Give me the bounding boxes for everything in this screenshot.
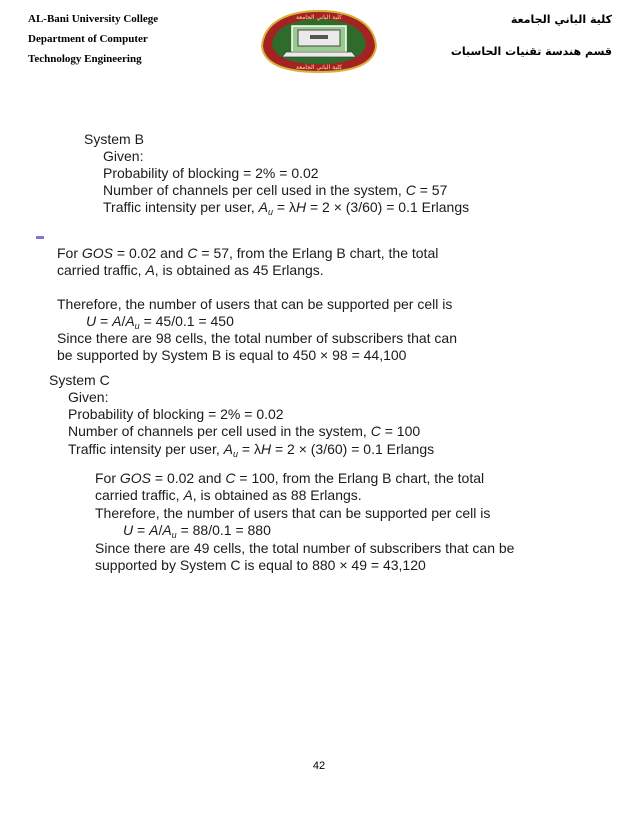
system-b-since-1: Since there are 98 cells, the total number of subscribers that can [57, 330, 457, 346]
system-c-therefore: Therefore, the number of users that can be supported per cell is [95, 505, 491, 521]
college-name: AL-Bani University College [28, 13, 159, 25]
system-c-users-formula: $U = A/A_u = 88/0.1 = 880$ [123, 522, 271, 540]
system-b-carried: carried traffic, A, is obtained as 45 Erlangs. [57, 262, 324, 278]
system-c-given: Given: [68, 389, 109, 405]
system-c-carried: carried traffic, A, is obtained as 88 Erlangs. [95, 487, 362, 503]
system-b-blocking: Probability of blocking = 2% = 0.02 [103, 165, 319, 181]
system-c-since-1: Since there are 49 cells, the total number of subscribers that can be [95, 540, 515, 556]
system-c-traffic: Traffic intensity per user, $A_u = \lambda H = 2 \times (3/60) = 0.1$ Erlangs [68, 441, 435, 459]
department-line-2: Technology Engineering [28, 53, 142, 65]
system-c-gos: For GOS = 0.02 and C = 100, from the Erlang B chart, the total [95, 470, 485, 486]
college-logo [258, 8, 380, 74]
system-c-title: System C [49, 372, 110, 388]
department-arabic: قسم هندسة تقنيات الحاسبات [450, 45, 612, 58]
page-number: 42 [312, 760, 326, 772]
header-left [28, 13, 158, 73]
system-b-traffic: Traffic intensity per user, $A_u = \lambda H = 2 \times (3/60) = 0.1$ Erlangs [103, 199, 470, 217]
system-b-title: System B [84, 131, 144, 147]
department-line-1: Department of Computer [28, 33, 148, 45]
header-right [451, 12, 612, 76]
system-c-channels: Number of channels per cell used in the system, C = 100 [68, 423, 421, 439]
system-c-since-2: supported by System C is equal to 880 × 49 = 43,120 [95, 557, 426, 573]
bullet-dash [36, 236, 44, 239]
svg-text:كلية الباني الجامعة: كلية الباني الجامعة [295, 64, 343, 71]
system-c-blocking: Probability of blocking = 2% = 0.02 [68, 406, 284, 422]
system-b-therefore: Therefore, the number of users that can be supported per cell is [57, 296, 453, 312]
svg-text:كلية الباني الجامعة: كلية الباني الجامعة [295, 14, 343, 21]
system-b-channels: Number of channels per cell used in the system, C = 57 [103, 182, 448, 198]
system-b-since-2: be supported by System B is equal to 450 × 98 = 44,100 [57, 347, 407, 363]
system-b-gos: For GOS = 0.02 and C = 57, from the Erlang B chart, the total [57, 245, 439, 261]
system-b-users-formula: $U = A/A_u = 45/0.1 = 450$ [86, 313, 234, 331]
college-name-arabic: كلية الباني الجامعة [510, 13, 612, 26]
system-b-given: Given: [103, 148, 144, 164]
